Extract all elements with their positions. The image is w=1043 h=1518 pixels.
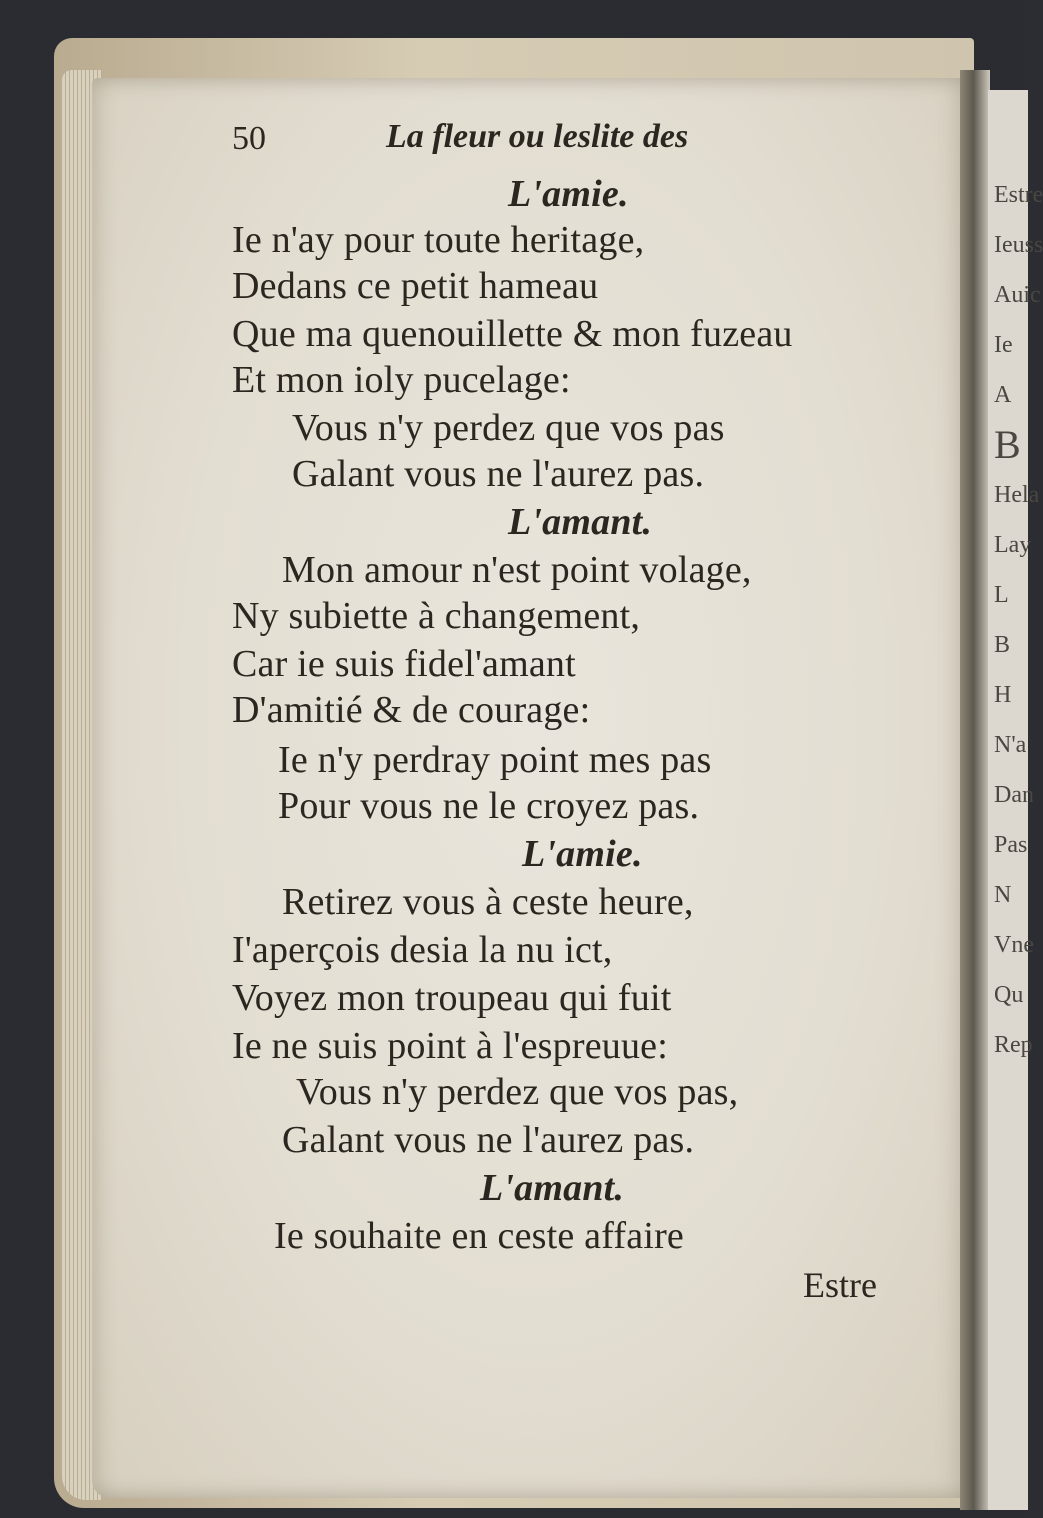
verse-line: Mon amour n'est point volage, — [282, 549, 752, 591]
facing-fragment: H — [994, 682, 1012, 708]
verse-line: Ny subiette à changement, — [232, 595, 641, 637]
speaker-label: L'amie. — [508, 173, 629, 215]
facing-fragment: N'a — [994, 732, 1027, 758]
speaker-label: L'amant. — [480, 1167, 625, 1209]
verse-line: Ie n'ay pour toute heritage, — [232, 219, 645, 261]
facing-fragment: A — [994, 382, 1012, 408]
facing-fragment: L — [994, 582, 1009, 608]
verse-line: Voyez mon troupeau qui fuit — [232, 977, 672, 1019]
verse-line: Et mon ioly pucelage: — [232, 359, 571, 401]
verse-line: Que ma quenouillette & mon fuzeau — [232, 313, 793, 355]
verse-line: Car ie suis fidel'amant — [232, 643, 576, 685]
facing-fragment: Vne — [994, 932, 1034, 958]
verse-line: Vous n'y perdez que vos pas, — [296, 1071, 739, 1113]
facing-fragment: Rep — [994, 1032, 1033, 1058]
verse-line: I'aperçois desia la nu ict, — [232, 929, 613, 971]
verse-line: Galant vous ne l'aurez pas. — [292, 453, 705, 495]
facing-fragment: Hela — [994, 482, 1040, 508]
facing-fragment: Qu — [994, 982, 1024, 1008]
running-head: La fleur ou leslite des — [386, 118, 689, 155]
speaker-label: L'amie. — [522, 833, 643, 875]
page-number: 50 — [232, 120, 266, 157]
facing-fragment: Ieuss — [994, 232, 1043, 258]
facing-fragment: Auic — [994, 282, 1041, 308]
facing-fragment: B — [994, 422, 1021, 467]
verse-line: Retirez vous à ceste heure, — [282, 881, 694, 923]
facing-fragment: Ie — [994, 332, 1013, 358]
speaker-label: L'amant. — [508, 501, 653, 543]
facing-fragment: Pas — [994, 832, 1028, 858]
catchword: Estre — [803, 1265, 877, 1305]
verse-line: Galant vous ne l'aurez pas. — [282, 1119, 695, 1161]
verse-line: Ie n'y perdray point mes pas — [278, 739, 712, 781]
facing-fragment: N — [994, 882, 1012, 908]
facing-fragment: Lay — [994, 532, 1032, 558]
verse-line: Ie ne suis point à l'espreuue: — [232, 1025, 669, 1067]
verse-line: Pour vous ne le croyez pas. — [278, 785, 700, 827]
facing-fragment: B — [994, 632, 1011, 658]
verse-line: Ie souhaite en ceste affaire — [274, 1215, 684, 1257]
facing-fragment: Dan — [994, 782, 1034, 808]
verse-line: D'amitié & de courage: — [232, 689, 591, 731]
verse-line: Dedans ce petit hameau — [232, 265, 599, 307]
verse-line: Vous n'y perdez que vos pas — [292, 407, 725, 449]
facing-fragment: Estre — [994, 182, 1043, 208]
